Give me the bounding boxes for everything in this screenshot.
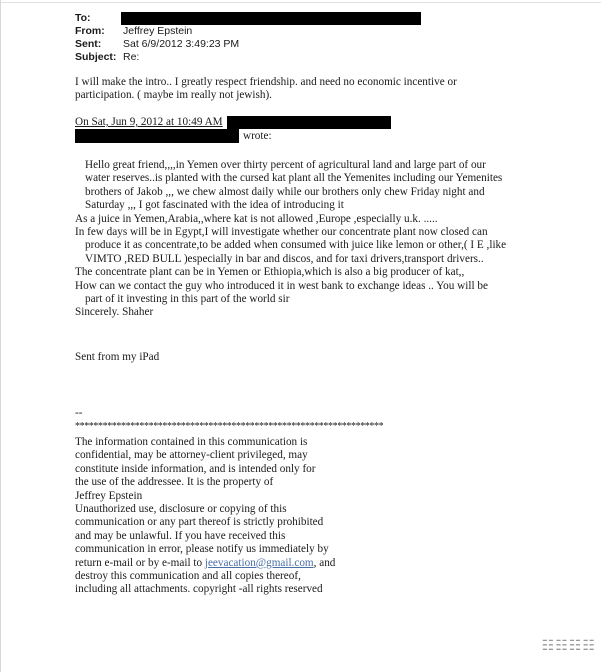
signoff: Sincerely. Shaher — [75, 306, 154, 319]
disclaimer-line: The information contained in this communication is — [75, 436, 308, 448]
subject-label: Subject: — [75, 51, 117, 63]
wrote-text: wrote: — [243, 129, 272, 142]
quoted-line: As a juice in Yemen,Arabia,,where kat is not allowed ,Europe ,especially u.k. ..... — [75, 212, 438, 225]
disclaimer-line: including all attachments. copyright -all rights reserved — [75, 583, 323, 596]
disclaimer-line: the use of the addressee. It is the property of — [75, 476, 274, 489]
sent-label: Sent: — [75, 38, 102, 50]
email-header — [75, 12, 421, 64]
from-label: From: — [75, 25, 105, 37]
email-link[interactable]: jeevacation@gmail.com — [204, 556, 314, 569]
from-row — [75, 25, 421, 38]
quote-header-line2 — [75, 129, 391, 143]
asterisk-line: ******************************************************************* — [75, 421, 384, 432]
subject-value: Re: — [123, 51, 140, 63]
quoted-line: part of it investing in this part of the world sir — [85, 293, 290, 306]
redaction-bar — [227, 116, 391, 129]
watermark-logo: ☷☷☷☷ — [541, 638, 596, 654]
quoted-body — [75, 159, 506, 320]
reply-line: participation. ( maybe im really not jewish). — [75, 89, 272, 102]
reply-line: I will make the intro.. I greatly respect friendship. and need no economic incentive or — [75, 76, 457, 88]
quote-header-line1 — [75, 116, 391, 129]
quoted-line: In few days will be in Egypt,I will investigate whether our concentrate plant now closed can — [75, 226, 488, 239]
disclaimer — [75, 436, 335, 597]
from-value: Jeffrey Epstein — [123, 25, 193, 37]
quoted-line: VIMTO ,RED BULL )especially in bar and discos, and for taxi drivers,transport drivers.. — [85, 252, 484, 265]
quoted-line: produce it as concentrate,to be added when consumed with juice like lemon or other,( I E ,like — [85, 239, 507, 252]
quoted-line: The concentrate plant can be in Yemen or Ethiopia,which is also a big producer of kat,, — [75, 266, 465, 279]
quoted-line: How can we contact the guy who introduced it in west bank to exchange ideas .. You will be — [75, 279, 488, 292]
quoted-line: Hello great friend,,,,in Yemen over thirty percent of agricultural land and large part of our — [85, 159, 486, 171]
email-line-suffix: , and — [313, 556, 336, 569]
quoted-line: Saturday ,,, I got fascinated with the idea of introducing it — [85, 199, 344, 212]
disclaimer-line: communication or any part thereof is strictly prohibited — [75, 516, 324, 529]
disclaimer-line: destroy this communication and all copies thereof, — [75, 570, 301, 583]
disclaimer-line: Unauthorized use, disclosure or copying of this — [75, 503, 287, 516]
disclaimer-email-line — [75, 557, 335, 570]
disclaimer-line: constitute inside information, and is intended only for — [75, 462, 316, 475]
quote-header — [75, 116, 391, 143]
sent-value: Sat 6/9/2012 3:49:23 PM — [123, 38, 240, 50]
quoted-line: water reserves..is planted with the cursed kat plant all the Yemenites including our Yemenites — [85, 172, 503, 185]
top-border — [1, 2, 601, 3]
disclaimer-line: confidential, may be attorney-client privileged, may — [75, 449, 308, 462]
to-row — [75, 12, 421, 25]
disclaimer-line: Jeffrey Epstein — [75, 489, 143, 502]
redaction-bar — [75, 129, 239, 143]
email-line-prefix: return e-mail or by e-mail to — [75, 556, 205, 569]
sent-from: Sent from my iPad — [75, 351, 160, 363]
quote-date: On Sat, Jun 9, 2012 at 10:49 AM — [75, 116, 223, 128]
disclaimer-line: communication in error, please notify us immediately by — [75, 543, 329, 556]
subject-row — [75, 51, 421, 64]
reply-text — [75, 76, 457, 103]
quoted-line: brothers of Jakob ,,, we chew almost daily while our brothers only chew Friday night and — [85, 185, 485, 198]
to-label: To: — [75, 12, 91, 24]
sig-dash: -- — [75, 407, 83, 419]
disclaimer-line: and may be unlawful. If you have received this — [75, 529, 286, 542]
sent-row — [75, 38, 421, 51]
redaction-bar — [121, 12, 421, 25]
